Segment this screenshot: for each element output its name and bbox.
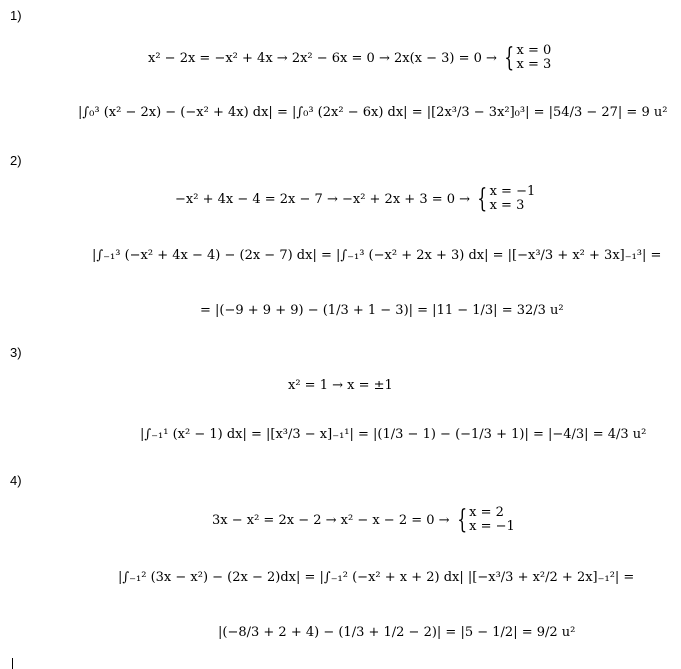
equation-text: |∫₋₁² (3x − x²) − (2x − 2)dx| = |∫₋₁² (−x² + x + 2) dx| |[−x³/3 + x²/2 + 2x]₋₁²| =	[118, 569, 635, 585]
problem-number: 2)	[10, 153, 22, 168]
equation-line	[288, 376, 393, 394]
case-value: x = −1	[469, 519, 515, 534]
equation-line	[175, 183, 535, 215]
equation-line	[148, 42, 551, 74]
integral-line	[92, 243, 661, 267]
equation-text: −x² + 4x − 4 = 2x − 7 → −x² + 2x + 3 = 0 →	[175, 191, 471, 207]
solution-cases	[454, 506, 515, 534]
equation-text: 3x − x² = 2x − 2 → x² − x − 2 = 0 →	[212, 512, 450, 528]
brace-icon: {	[504, 43, 515, 73]
equation-text: |∫₀³ (x² − 2x) − (−x² + 4x) dx| = |∫₀³ (2x² − 6x) dx| = |[2x³/3 − 3x²]₀³| = |54/3 − 27| = 9 u²	[78, 104, 668, 120]
case-value: x = 0	[516, 43, 552, 58]
solution-cases	[501, 44, 551, 72]
equation-text: |∫₋₁³ (−x² + 4x − 4) − (2x − 7) dx| = |∫₋₁³ (−x² + 2x + 3) dx| = |[−x³/3 + x² + 3x]₋₁³| =	[92, 247, 662, 263]
case-value: x = 2	[469, 505, 504, 520]
problem-number: 3)	[10, 345, 22, 360]
equation-text: x² = 1 → x = ±1	[288, 377, 393, 393]
problem-number: 1)	[10, 8, 22, 23]
equation-text: x² − 2x = −x² + 4x → 2x² − 6x = 0 → 2x(x − 3) = 0 →	[148, 50, 497, 66]
equation-text: |(−8/3 + 2 + 4) − (1/3 + 1/2 − 2)| = |5 − 1/2| = 9/2 u²	[218, 624, 576, 640]
case-value: x = 3	[489, 198, 525, 213]
solution-cases	[474, 185, 535, 213]
result-line	[200, 298, 564, 322]
integral-line	[78, 100, 667, 124]
equation-line	[212, 504, 515, 536]
equation-text: = |(−9 + 9 + 9) − (1/3 + 1 − 3)| = |11 − 1/3| = 32/3 u²	[200, 302, 564, 318]
problem-number: 4)	[10, 473, 22, 488]
integral-line	[140, 422, 646, 446]
case-value: x = −1	[489, 184, 536, 199]
brace-icon: {	[477, 184, 488, 214]
brace-icon: {	[456, 505, 467, 535]
result-line	[218, 620, 575, 644]
integral-line	[118, 565, 634, 589]
equation-text: |∫₋₁¹ (x² − 1) dx| = |[x³/3 − x]₋₁¹| = |(1/3 − 1) − (−1/3 + 1)| = |−4/3| = 4/3 u²	[140, 426, 647, 442]
case-value: x = 3	[516, 57, 552, 72]
text-cursor	[12, 658, 13, 669]
